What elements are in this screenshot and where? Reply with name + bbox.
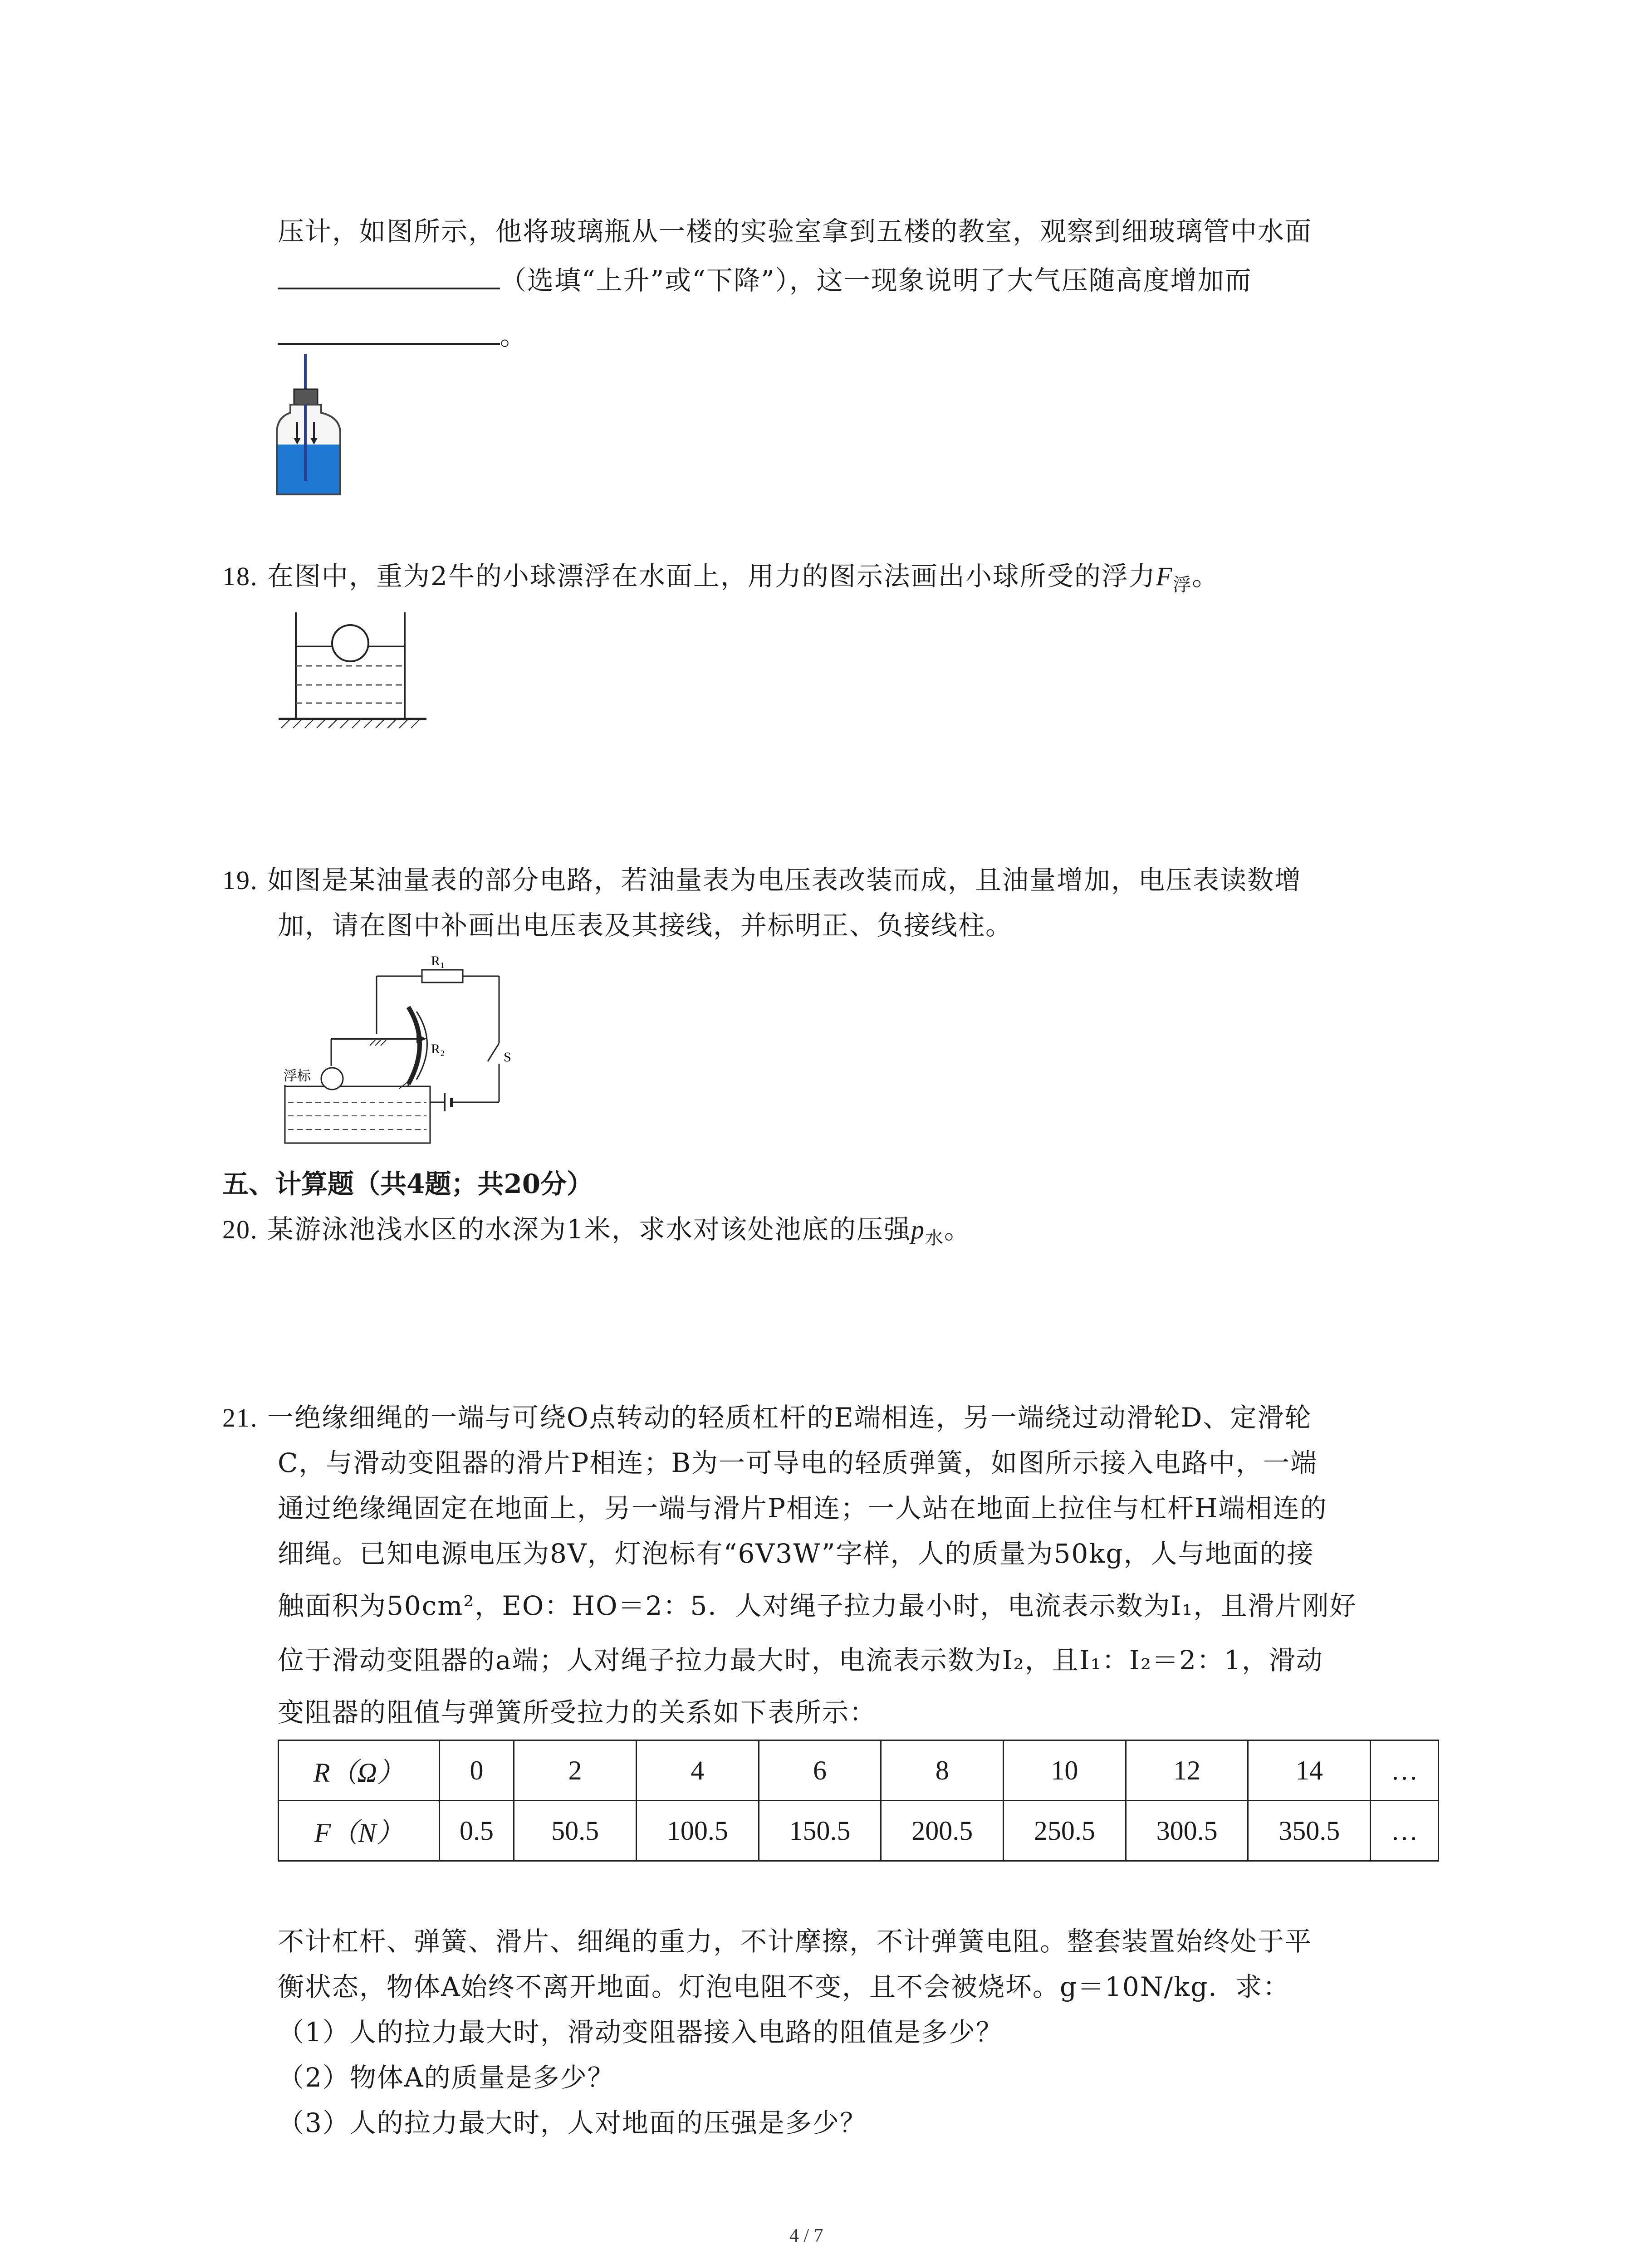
q21-subquestion-1: （1）人的拉力最大时，滑动变阻器接入电路的阻值是多少？ — [278, 2017, 1003, 2048]
q18-subscript: 浮 — [1173, 574, 1192, 596]
q21-after-2: 衡状态，物体A始终不离开地面。灯泡电阻不变，且不会被烧坏。g＝10N/kg．求： — [278, 1971, 1290, 2002]
table-cell: 350.5 — [1248, 1801, 1371, 1861]
q20-text — [222, 1211, 971, 1256]
r2-label: R₂ — [431, 1041, 445, 1056]
q21-line-6: 位于滑动变阻器的a端；人对绳子拉力最大时，电流表示数为I₂，且I₁：I₂＝2：1，滑动 — [278, 1645, 1323, 1676]
q17-line3 — [278, 318, 527, 354]
q21-line-2: C，与滑动变阻器的滑片P相连；B为一可导电的轻质弹簧，如图所示接入电路中，一端 — [278, 1447, 1318, 1478]
q20-number: 20. — [222, 1215, 258, 1244]
q21-subquestion-2: （2）物体A的质量是多少？ — [278, 2062, 615, 2093]
answer-blank-1[interactable] — [278, 262, 500, 289]
floating-ball-figure — [272, 608, 436, 735]
barometer-bottle-figure — [272, 354, 354, 503]
q18-number: 18. — [222, 562, 258, 591]
q21-line-5: 触面积为50cm²，EO：HO＝2：5．人对绳子拉力最小时，电流表示数为I₁，且滑片刚好 — [278, 1590, 1357, 1621]
table-cell: 14 — [1248, 1740, 1371, 1801]
q17-line2 — [278, 262, 1252, 298]
q19-line1 — [222, 862, 1302, 899]
table-cell: 6 — [759, 1740, 881, 1801]
table-cell: 100.5 — [636, 1801, 759, 1861]
q21-number: 21. — [222, 1403, 258, 1432]
table-header-r: R（Ω） — [279, 1740, 440, 1801]
resistance-force-table — [278, 1740, 1439, 1862]
q20-end: 。 — [944, 1214, 971, 1245]
table-cell: … — [1371, 1740, 1439, 1801]
table-row — [279, 1740, 1439, 1801]
q17-line2-text: （选填“上升”或“下降”），这一现象说明了大气压随高度增加而 — [500, 265, 1252, 296]
q17-line3-end: 。 — [500, 320, 528, 351]
r1-label: R₁ — [431, 953, 445, 968]
q21-line-4: 细绳。已知电源电压为8V，灯泡标有“6V3W”字样，人的质量为50kg，人与地面的接 — [278, 1538, 1314, 1569]
q21-line-1-text: 一绝缘细绳的一端与可绕O点转动的轻质杠杆的E端相连，另一端绕过动滑轮D、定滑轮 — [267, 1402, 1312, 1433]
answer-blank-2[interactable] — [278, 318, 500, 345]
q20-symbol: p — [911, 1215, 925, 1244]
q21-line-3: 通过绝缘绳固定在地面上，另一端与滑片P相连；一人站在地面上拉住与杠杆H端相连的 — [278, 1493, 1327, 1524]
table-cell: 10 — [1004, 1740, 1126, 1801]
q21-line-7: 变阻器的阻值与弹簧所受拉力的关系如下表所示： — [278, 1697, 877, 1728]
q20-body: 某游泳池浅水区的水深为1米，求水对该处池底的压强 — [267, 1214, 911, 1245]
table-cell: 50.5 — [514, 1801, 637, 1861]
section-5-title: 五、计算题（共4题；共20分） — [222, 1168, 593, 1199]
switch-label: S — [504, 1050, 511, 1065]
q18-text — [222, 558, 1219, 603]
table-cell: … — [1371, 1801, 1439, 1861]
q21-subquestion-3: （3）人的拉力最大时，人对地面的压强是多少？ — [278, 2107, 867, 2138]
table-cell: 300.5 — [1126, 1801, 1248, 1861]
q20-subscript: 水 — [925, 1227, 944, 1249]
q21-after-1: 不计杠杆、弹簧、滑片、细绳的重力，不计摩擦，不计弹簧电阻。整套装置始终处于平 — [278, 1926, 1313, 1957]
table-cell: 150.5 — [759, 1801, 881, 1861]
table-cell: 200.5 — [881, 1801, 1004, 1861]
table-cell: 12 — [1126, 1740, 1248, 1801]
q18-body: 在图中，重为2牛的小球漂浮在水面上，用力的图示法画出小球所受的浮力 — [267, 561, 1156, 591]
table-cell: 250.5 — [1004, 1801, 1126, 1861]
table-row — [279, 1801, 1439, 1861]
table-cell: 0 — [439, 1740, 514, 1801]
q19-line1-text: 如图是某油量表的部分电路，若油量表为电压表改装而成，且油量增加，电压表读数增 — [267, 865, 1302, 895]
q18-end: 。 — [1192, 561, 1220, 591]
table-header-f: F（N） — [279, 1801, 440, 1861]
q21-line-1 — [222, 1399, 1312, 1436]
table-cell: 0.5 — [439, 1801, 514, 1861]
q17-line1: 压计，如图所示，他将玻璃瓶从一楼的实验室拿到五楼的教室，观察到细玻璃管中水面 — [278, 216, 1313, 247]
q19-line2: 加，请在图中补画出电压表及其接线，并标明正、负接线柱。 — [278, 910, 1013, 941]
oil-gauge-circuit-figure — [272, 953, 554, 1152]
table-cell: 8 — [881, 1740, 1004, 1801]
table-cell: 2 — [514, 1740, 637, 1801]
q19-number: 19. — [222, 865, 258, 895]
float-label: 浮标 — [284, 1068, 311, 1084]
table-cell: 4 — [636, 1740, 759, 1801]
q18-symbol: F — [1156, 562, 1173, 591]
page-number: 4 / 7 — [789, 2225, 823, 2246]
